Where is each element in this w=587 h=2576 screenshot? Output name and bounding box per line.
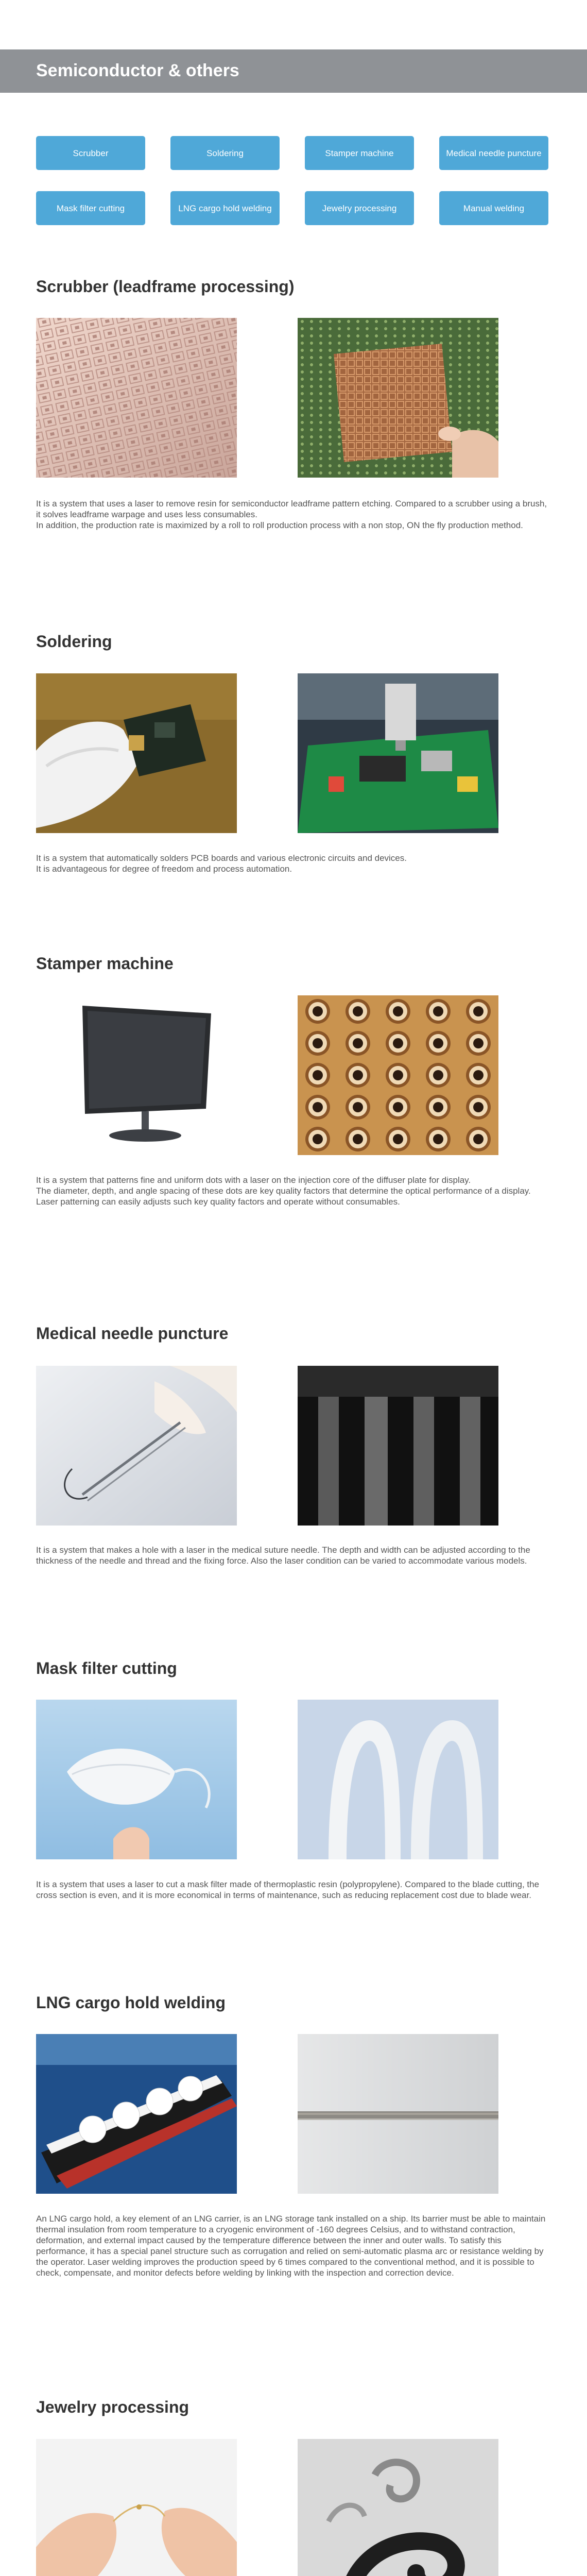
section-title-lng-cargo-hold-welding: LNG cargo hold welding <box>36 1993 226 2012</box>
mask-photo <box>36 1700 237 1859</box>
nav-button-manual-welding[interactable]: Manual welding <box>439 191 548 225</box>
section-title-jewelry-processing: Jewelry processing <box>36 2398 189 2416</box>
section-description-mask-filter-cutting <box>36 1879 551 1901</box>
needle-closeup-photo <box>298 1366 498 1526</box>
jewelry-letters-photo <box>298 2439 498 2576</box>
monitor-photo <box>36 995 237 1155</box>
page-title-bar <box>0 49 587 93</box>
nav-button-soldering[interactable]: Soldering <box>170 136 280 170</box>
leadframe-hand-photo <box>298 318 498 478</box>
nav-button-scrubber[interactable]: Scrubber <box>36 136 145 170</box>
section-description-lng-cargo-hold-welding <box>36 2213 551 2278</box>
section-description-medical-needle-puncture <box>36 1545 551 1566</box>
section-title-scrubber: Scrubber (leadframe processing) <box>36 277 295 296</box>
section-description-stamper-machine <box>36 1175 551 1207</box>
pcb-board-photo <box>298 673 498 833</box>
needle-hand-photo <box>36 1366 237 1526</box>
description-paragraph: It is a system that uses a laser to cut a mask filter made of thermoplastic resin (polypropylene). Compared to the blade cutting, the cross section is even, and it is more economical in terms of maintenance, such as reducing replacement cost due to blade wear. <box>36 1879 540 1900</box>
description-paragraph: It is a system that patterns fine and uniform dots with a laser on the injection core of the diffuser plate for display. <box>36 1175 471 1185</box>
description-paragraph: Laser patterning can easily adjusts such key quality factors and operate without consumables. <box>36 1197 400 1207</box>
weld-seam-photo <box>298 2034 498 2194</box>
section-description-soldering <box>36 853 551 874</box>
section-title-medical-needle-puncture: Medical needle puncture <box>36 1324 229 1343</box>
description-paragraph: It is advantageous for degree of freedom and process automation. <box>36 864 292 874</box>
description-paragraph: It is a system that makes a hole with a laser in the medical suture needle. The depth and width can be adjusted according to the thickness of the needle and thread and the fixing force. Also the laser condition can be varied to accommodate various models. <box>36 1545 530 1566</box>
nav-button-stamper-machine[interactable]: Stamper machine <box>305 136 414 170</box>
section-description-scrubber <box>36 498 551 531</box>
page-title: Semiconductor & others <box>36 61 239 80</box>
description-paragraph: It is a system that uses a laser to remove resin for semiconductor leadframe pattern etching. Compared to a scrubber using a brush, it solves leadframe warpage and uses less consumables. <box>36 499 547 519</box>
stamper-dots-photo <box>298 995 498 1155</box>
nav-button-lng-cargo-hold-welding[interactable]: LNG cargo hold welding <box>170 191 280 225</box>
description-paragraph: An LNG cargo hold, a key element of an LNG carrier, is an LNG storage tank installed on a ship. Its barrier must be able to maintain thermal insulation from room temperature to a cryogenic environment of -160 degrees Celsius, and to withstand contraction, deformation, and external impact caused by the temperature difference between the inner and outer walls. To satisfy this performance, it has a special panel structure such as corrugation and relied on semi-automatic plasma arc or resistance welding by the operator. Laser welding improves the production speed by 6 times compared to the conventional method, and it is possible to check, compensate, and monitor defects before welding by linking with the inspection and correction device. <box>36 2214 546 2278</box>
nav-button-jewelry-processing[interactable]: Jewelry processing <box>305 191 414 225</box>
nav-button-mask-filter-cutting[interactable]: Mask filter cutting <box>36 191 145 225</box>
section-title-stamper-machine: Stamper machine <box>36 954 174 973</box>
description-paragraph: The diameter, depth, and angle spacing of these dots are key quality factors that determine the optical performance of a display. <box>36 1186 531 1196</box>
description-paragraph: In addition, the production rate is maximized by a roll to roll production process with a non stop, ON the fly production method. <box>36 520 523 530</box>
jewelry-hands-photo <box>36 2439 237 2576</box>
section-title-soldering: Soldering <box>36 632 112 651</box>
leadframe-photo <box>36 318 237 478</box>
nav-button-medical-needle-puncture[interactable]: Medical needle puncture <box>439 136 548 170</box>
lng-ship-photo <box>36 2034 237 2194</box>
pcb-soldering-photo <box>36 673 237 833</box>
section-title-mask-filter-cutting: Mask filter cutting <box>36 1659 177 1677</box>
description-paragraph: It is a system that automatically solders PCB boards and various electronic circuits and devices. <box>36 853 407 863</box>
filter-cut-photo <box>298 1700 498 1859</box>
